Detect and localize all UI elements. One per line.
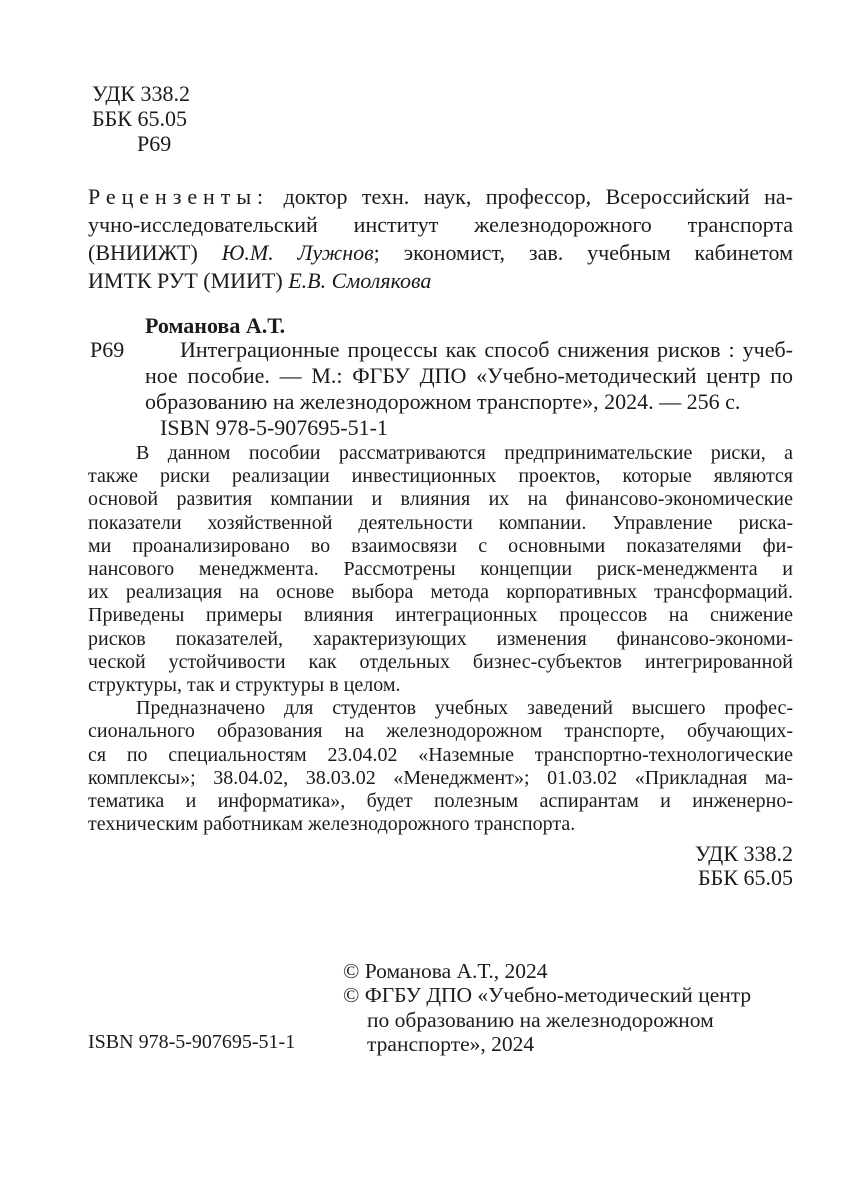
text-line: основой развития компании и влияния их на финансово-экономические — [88, 488, 793, 511]
text-line: Рецензенты: доктор техн. наук, профессор, Всероссийский на- — [88, 184, 793, 209]
text-line: В данном пособии рассматриваются предпринимательские риски, а — [136, 442, 793, 464]
udk-code-bottom: УДК 338.2 — [694, 841, 793, 866]
text-line: Интеграционные процессы как способ снижения рисков : учеб- — [180, 337, 793, 362]
text-line: нансового менеджмента. Рассмотрены концепции риск-менеджмента и — [88, 558, 793, 581]
copyright-block — [343, 959, 783, 1056]
text-line: образованию на железнодорожном транспорте», 2024. — 256 с. — [145, 389, 741, 414]
text-line: показатели хозяйственной деятельности компании. Управление риска- — [88, 511, 793, 534]
text-line: © Романова А.Т., 2024 — [343, 959, 548, 983]
text-line: структуры, так и структуры в целом. — [88, 674, 401, 697]
top-classification-codes — [92, 81, 190, 156]
text-line: ческой устойчивости как отдельных бизнес-субъектов интегрированной — [88, 650, 793, 673]
text-line: ИМТК РУТ (МИИТ) Е.В. Смолякова — [88, 268, 432, 293]
text-line: учно-исследовательский институт железнодорожного транспорта — [88, 212, 793, 237]
isbn-number-bottom: ISBN 978-5-907695-51-1 — [88, 1031, 296, 1053]
bbk-code: ББК 65.05 — [92, 106, 187, 131]
text-line: Предназначено для студентов учебных заведений высшего профес- — [136, 697, 793, 720]
bbk-code-bottom: ББК 65.05 — [698, 864, 793, 890]
annotation-paragraph-1 — [88, 442, 793, 697]
text-line: ное пособие. — М.: ФГБУ ДПО «Учебно-методический центр по — [145, 363, 793, 388]
text-line: комплексы»; 38.04.02, 38.03.02 «Менеджмент»; 01.03.02 «Прикладная ма- — [88, 766, 793, 789]
text-line: их реализация на основе выбора метода корпоративных трансформаций. — [88, 581, 793, 604]
text-line: также риски реализации инвестиционных проектов, которые являются — [88, 465, 793, 488]
text-line: техническим работникам железнодорожного транспорта. — [88, 813, 576, 836]
author-sign-code: Р69 — [137, 131, 172, 156]
text-line: ся по специальностям 23.04.02 «Наземные транспортно-технологические — [88, 743, 793, 766]
catalog-entry-code: Р69 — [90, 337, 125, 362]
text-line: транспорте», 2024 — [367, 1031, 535, 1056]
text-line: сионального образования на железнодорожном транспорте, обучающих- — [88, 720, 793, 743]
annotation-block — [88, 442, 793, 836]
reviewers-paragraph — [88, 183, 793, 295]
text-line: рисков показателей, характеризующих изменения финансово-экономи- — [88, 627, 793, 650]
text-line: © ФГБУ ДПО «Учебно-методический центр — [343, 983, 752, 1008]
text-line: Приведены примеры влияния интеграционных процессов на снижение — [88, 604, 793, 627]
bottom-classification-codes — [695, 842, 793, 889]
udk-code: УДК 338.2 — [92, 81, 191, 106]
author-name: Романова А.Т. — [145, 313, 286, 338]
text-line: (ВНИИЖТ) Ю.М. Лужнов; экономист, зав. учебным кабинетом — [88, 240, 793, 265]
text-line: тематика и информатика», будет полезным аспирантам и инженерно- — [88, 790, 793, 813]
catalog-entry-text — [145, 337, 793, 415]
annotation-paragraph-2 — [88, 697, 793, 836]
text-line: ми проанализировано во взаимосвязи с основными показателями фи- — [88, 534, 793, 557]
text-line: по образованию на железнодорожном — [367, 1007, 714, 1032]
isbn-number-top: ISBN 978-5-907695-51-1 — [160, 415, 388, 440]
